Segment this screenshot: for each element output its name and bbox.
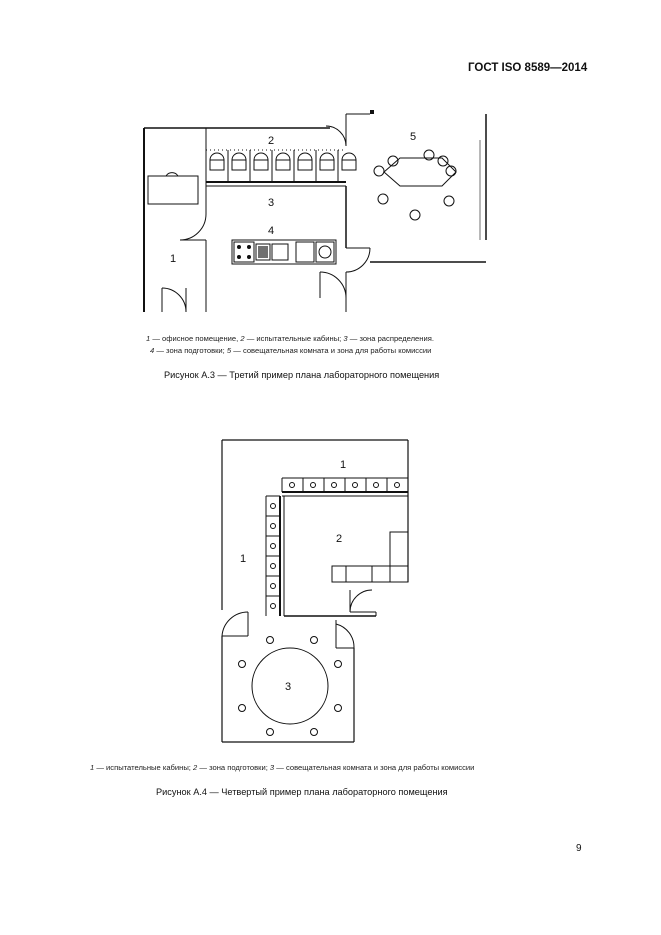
legend-num: 1 (90, 763, 95, 772)
cabin-chair (342, 160, 356, 170)
legend-num: 4 (150, 346, 155, 355)
page-number: 9 (576, 843, 582, 854)
a4-label-1-left: 1 (240, 553, 247, 565)
legend-num: 2 (193, 763, 198, 772)
legend-text: — испытательные кабины; (244, 334, 344, 343)
a3-label-3: 3 (268, 197, 275, 209)
legend-text: — зона подготовки; (154, 346, 227, 355)
cabin-chair (298, 160, 312, 170)
cabin-chair (298, 153, 312, 160)
legend-num: 1 (146, 334, 151, 343)
cabin-seat (332, 483, 337, 488)
cabin-chair (320, 153, 334, 160)
a3-label-4: 4 (268, 225, 275, 237)
figure-a4-caption: Рисунок А.4 — Четвертый пример плана лабораторного помещения (156, 787, 448, 797)
figure-a3-floor-plan (120, 100, 500, 320)
a4-label-1-top: 1 (340, 459, 347, 471)
figure-a4-legend (90, 763, 474, 772)
cabin-seat (395, 483, 400, 488)
cabin-seat (271, 564, 276, 569)
a4-label-3: 3 (285, 681, 292, 693)
cabin-chair (320, 160, 334, 170)
running-header: ГОСТ ISO 8589—2014 (468, 62, 588, 74)
legend-text: — зона распределения. (347, 334, 434, 343)
legend-text: — совещательная комната и зона для работы комиссии (231, 346, 432, 355)
figure-a3-legend-line-2 (150, 346, 431, 355)
cabin-seat (271, 544, 276, 549)
legend-num: 5 (226, 346, 232, 355)
figure-a3-legend-line-1 (146, 334, 434, 343)
a3-label-1: 1 (170, 253, 177, 265)
a3-label-2: 2 (268, 135, 275, 147)
a4-label-2: 2 (336, 533, 343, 545)
cabin-chair (232, 160, 246, 170)
cabin-chair (254, 160, 268, 170)
cabin-seat (290, 483, 295, 488)
legend-text: — совещательная комната и зона для работы комиссии (274, 763, 475, 772)
cabin-chair (210, 153, 224, 160)
cabin-seat (271, 584, 276, 589)
cabin-seat (311, 483, 316, 488)
cabin-chair (254, 153, 268, 160)
legend-text: — зона подготовки; (197, 763, 270, 772)
figure-a4-floor-plan (214, 436, 414, 748)
legend-num: 3 (343, 334, 348, 343)
cabin-chair (210, 160, 224, 170)
a3-label-5: 5 (410, 131, 417, 143)
cabin-chair (232, 153, 246, 160)
cabin-chair (276, 153, 290, 160)
cabin-chair (276, 160, 290, 170)
cabin-seat (374, 483, 379, 488)
legend-num: 3 (269, 763, 275, 772)
legend-num: 2 (240, 334, 245, 343)
cabin-seat (271, 604, 276, 609)
cabin-seat (271, 524, 276, 529)
legend-text: — офисное помещение, (150, 334, 241, 343)
figure-a3-caption: Рисунок А.3 — Третий пример плана лабораторного помещения (164, 370, 440, 380)
cabin-seat (271, 504, 276, 509)
cabin-seat (353, 483, 358, 488)
cabin-chair (342, 153, 356, 160)
legend-text: — испытательные кабины; (94, 763, 194, 772)
